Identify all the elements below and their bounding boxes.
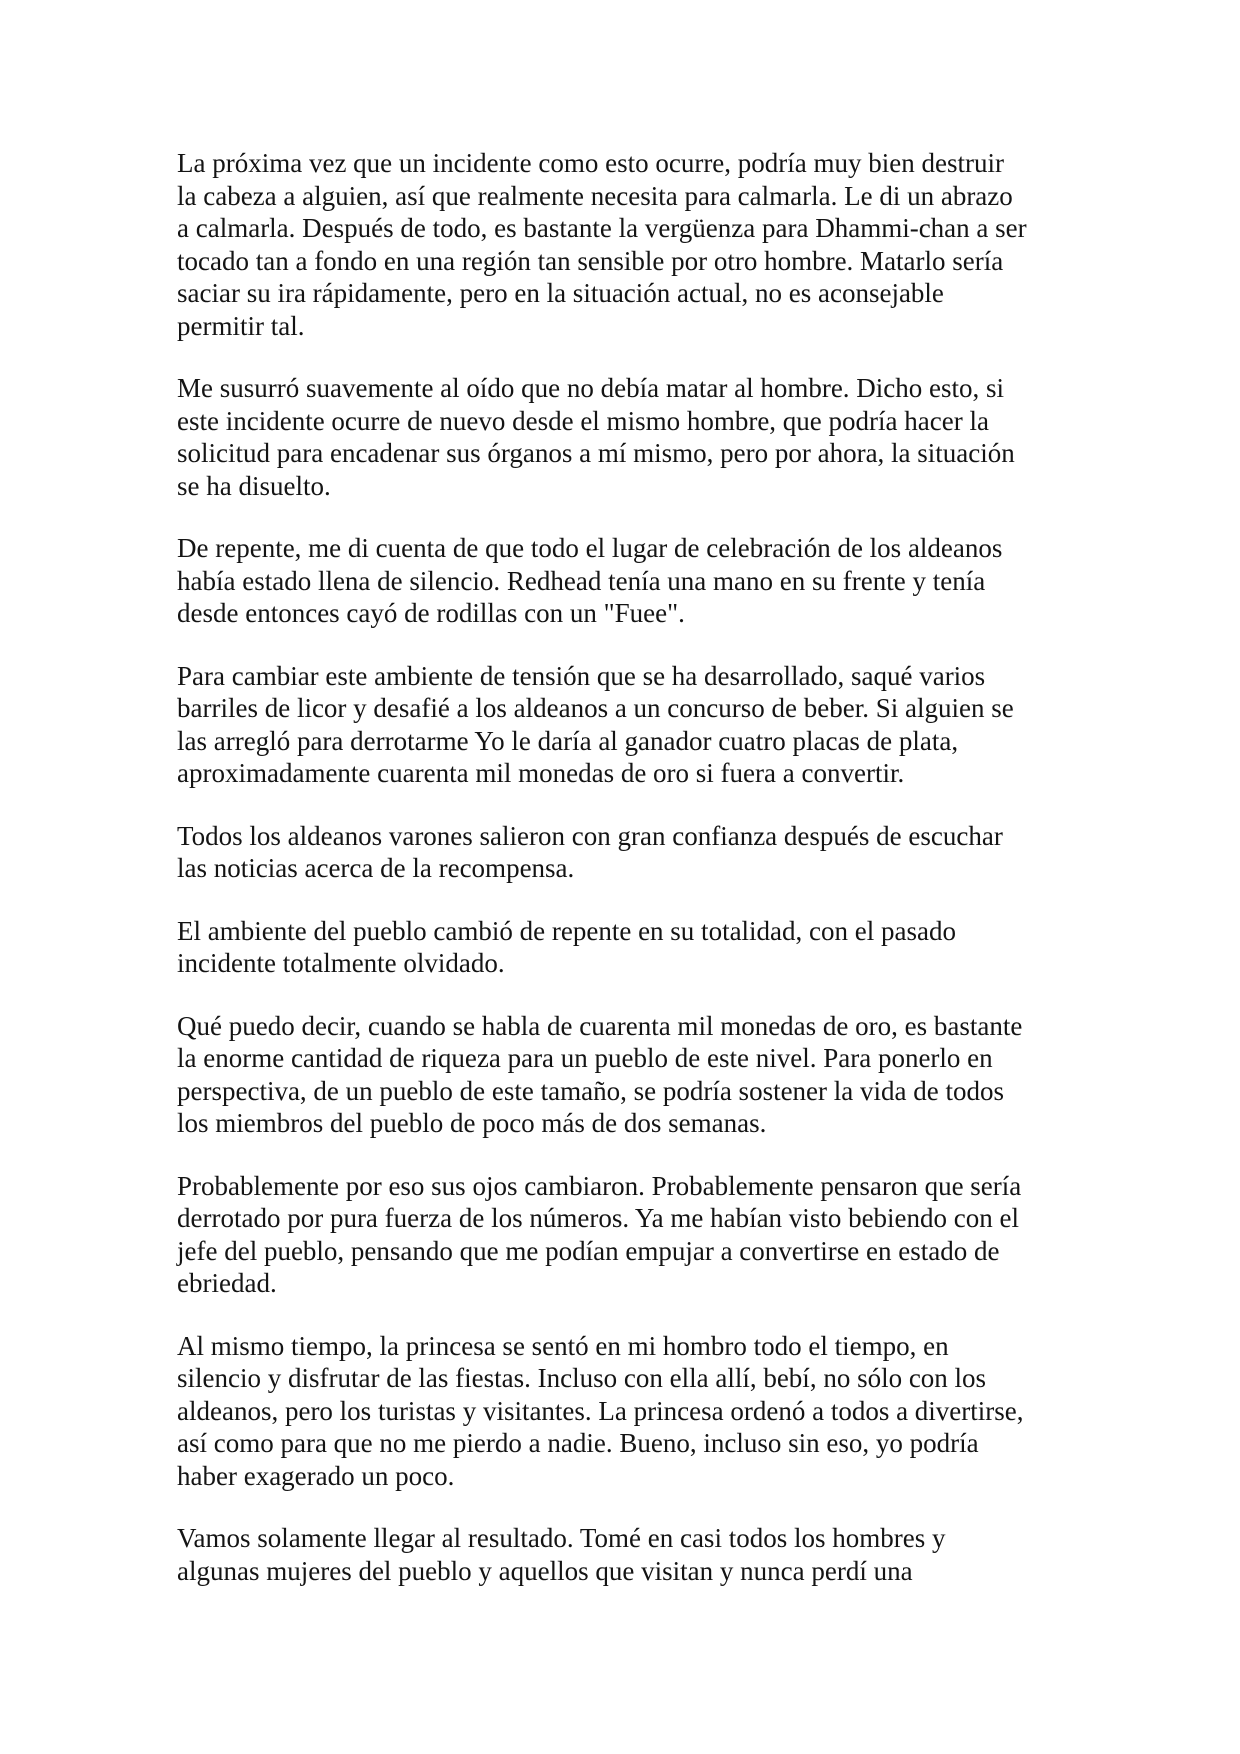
text-line: derrotado por pura fuerza de los números. Ya me habían visto bebiendo con el	[177, 1203, 1020, 1233]
paragraph	[177, 372, 1077, 502]
text-line: jefe del pueblo, pensando que me podían empujar a convertirse en estado de	[177, 1235, 1000, 1266]
text-line: Qué puedo decir, cuando se habla de cuarenta mil monedas de oro, es bastante	[177, 1010, 1023, 1041]
paragraph	[177, 1170, 1077, 1300]
body-text	[177, 147, 1077, 1587]
text-line: barriles de licor y desafié a los aldeanos a un concurso de beber. Si alguien se	[177, 693, 1014, 723]
paragraph	[177, 1330, 1077, 1493]
text-line: Todos los aldeanos varones salieron con gran confianza después de escuchar	[177, 820, 1003, 851]
text-line: Vamos solamente llegar al resultado. Tomé en casi todos los hombres y	[177, 1523, 946, 1553]
text-line: Probablemente por eso sus ojos cambiaron. Probablemente pensaron que sería	[177, 1170, 1022, 1201]
text-line: aldeanos, pero los turistas y visitantes. La princesa ordenó a todos a divertirse,	[177, 1395, 1024, 1426]
text-line: El ambiente del pueblo cambió de repente en su totalidad, con el pasado	[177, 915, 956, 946]
text-line: Me susurró suavemente al oído que no debía matar al hombre. Dicho esto, si	[177, 373, 1005, 403]
paragraph	[177, 532, 1077, 630]
text-line: los miembros del pueblo de poco más de dos semanas.	[177, 1108, 767, 1138]
text-line: Al mismo tiempo, la princesa se sentó en mi hombro todo el tiempo, en	[177, 1330, 949, 1361]
text-line: se ha disuelto.	[177, 470, 331, 501]
text-line: a calmarla. Después de todo, es bastante la vergüenza para Dhammi-chan a ser	[177, 213, 1027, 243]
text-line: permitir tal.	[177, 310, 305, 341]
text-line: desde entonces cayó de rodillas con un "Fuee".	[177, 598, 685, 628]
text-line: las noticias acerca de la recompensa.	[177, 853, 575, 883]
text-line: este incidente ocurre de nuevo desde el mismo hombre, que podría hacer la	[177, 405, 989, 436]
paragraph	[177, 915, 1077, 980]
text-line: ebriedad.	[177, 1268, 277, 1298]
text-line: saciar su ira rápidamente, pero en la situación actual, no es aconsejable	[177, 278, 944, 308]
text-line: las arregló para derrotarme Yo le daría al ganador cuatro placas de plata,	[177, 725, 959, 756]
paragraph	[177, 147, 1077, 342]
text-line: algunas mujeres del pueblo y aquellos que visitan y nunca perdí una	[177, 1555, 913, 1586]
text-line: De repente, me di cuenta de que todo el lugar de celebración de los aldeanos	[177, 533, 1003, 563]
text-line: había estado llena de silencio. Redhead tenía una mano en su frente y tenía	[177, 565, 986, 596]
text-line: la cabeza a alguien, así que realmente necesita para calmarla. Le di un abrazo	[177, 180, 1013, 211]
text-line: incidente totalmente olvidado.	[177, 948, 505, 978]
text-line: Para cambiar este ambiente de tensión que se ha desarrollado, saqué varios	[177, 660, 986, 691]
text-line: haber exagerado un poco.	[177, 1460, 455, 1491]
paragraph	[177, 820, 1077, 885]
text-line: La próxima vez que un incidente como esto ocurre, podría muy bien destruir	[177, 148, 1004, 178]
paragraph	[177, 1522, 1077, 1587]
text-line: perspectiva, de un pueblo de este tamaño, se podría sostener la vida de todos	[177, 1075, 1004, 1106]
text-line: tocado tan a fondo en una región tan sensible por otro hombre. Matarlo sería	[177, 245, 1004, 276]
text-line: silencio y disfrutar de las fiestas. Incluso con ella allí, bebí, no sólo con los	[177, 1363, 987, 1393]
text-line: así como para que no me pierdo a nadie. Bueno, incluso sin eso, yo podría	[177, 1428, 979, 1458]
text-line: solicitud para encadenar sus órganos a mí mismo, pero por ahora, la situación	[177, 438, 1015, 468]
text-line: aproximadamente cuarenta mil monedas de oro si fuera a convertir.	[177, 758, 905, 788]
paragraph	[177, 660, 1077, 790]
paragraph	[177, 1010, 1077, 1140]
text-line: la enorme cantidad de riqueza para un pueblo de este nivel. Para ponerlo en	[177, 1043, 993, 1073]
